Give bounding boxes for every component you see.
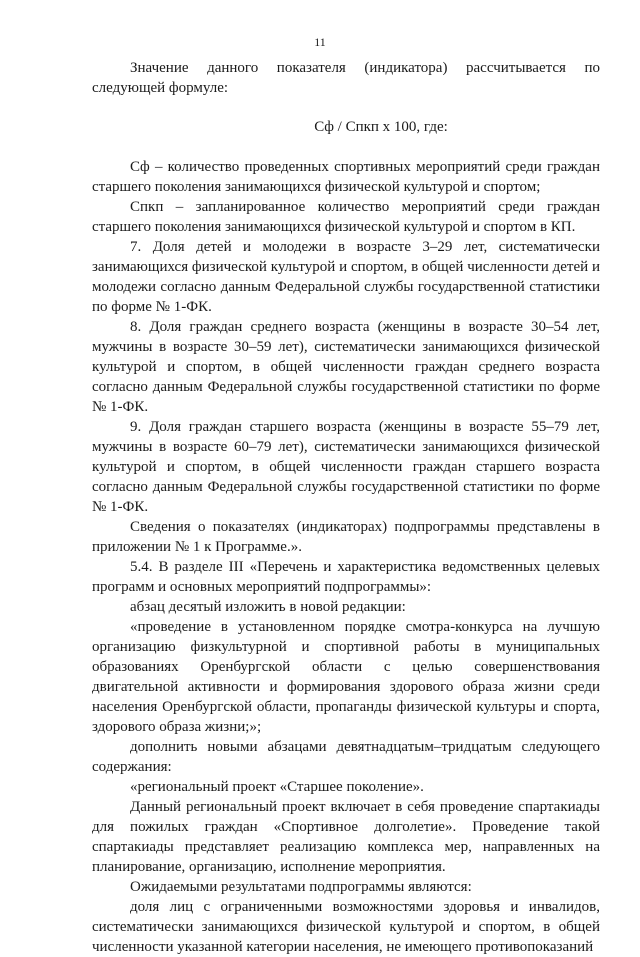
paragraph-indicators-appendix: Сведения о показателях (индикаторах) подпрограммы представлены в приложении № 1 к Программе.». bbox=[92, 519, 600, 555]
paragraph-definition-spkp: Спкп – запланированное количество мероприятий среди граждан старшего поколения занимающихся физической культурой и спортом в КП. bbox=[92, 199, 600, 235]
paragraph-item-8: 8. Доля граждан среднего возраста (женщины в возрасте 30–54 лет, мужчины в возрасте 30–59 лет), систематически занимающихся физической культурой и спортом, в общей численности граждан среднего возраста согласно данным Федеральной службы государственной статистики по форме № 1-ФК. bbox=[92, 319, 600, 415]
document-body bbox=[92, 58, 600, 957]
paragraph-item-7: 7. Доля детей и молодежи в возрасте 3–29 лет, систематически занимающихся физической культурой и спортом, в общей численности детей и молодежи согласно данным Федеральной службы государственной статистики по форме № 1-ФК. bbox=[92, 239, 600, 315]
paragraph-section-5-4: 5.4. В разделе III «Перечень и характеристика ведомственных целевых программ и основных мероприятий подпрограммы»: bbox=[92, 559, 600, 595]
formula: Сф / Спкп х 100, где: bbox=[314, 119, 448, 135]
paragraph-paragraph-ten: абзац десятый изложить в новой редакции: bbox=[130, 599, 406, 615]
paragraph-spartakiad: Данный региональный проект включает в себя проведение спартакиады для пожилых граждан «Спортивное долголетие». Проведение такой спартакиады представляет реализацию комплекса мер, направленных на планирование, организацию, исполнение мероприятия. bbox=[92, 799, 600, 875]
paragraph-disabled-share: доля лиц с ограниченными возможностями здоровья и инвалидов, систематически занимающихся физической культурой и спортом, в общей численности указанной категории населения, не имеющего противопоказаний bbox=[92, 899, 600, 955]
page-number: 11 bbox=[314, 35, 326, 49]
paragraph-item-9: 9. Доля граждан старшего возраста (женщины в возрасте 55–79 лет, мужчины в возрасте 60–79 лет), систематически занимающихся физической культурой и спортом, в общей численности граждан старшего возраста согласно данным Федеральной службы государственной статистики по форме № 1-ФК. bbox=[92, 419, 600, 515]
paragraph-formula-intro: Значение данного показателя (индикатора) рассчитывается по следующей формуле: bbox=[92, 60, 600, 96]
paragraph-add-new: дополнить новыми абзацами девятнадцатым–тридцатым следующего содержания: bbox=[92, 739, 600, 775]
paragraph-quoted-edit: «проведение в установленном порядке смотра-конкурса на лучшую организацию физкультурной и спортивной работы в муниципальных образованиях Оренбургской области с целью совершенствования двигательной активности и формирования здорового образа жизни среди населения Оренбургской области, пропаганды физической культуры и спорта, здорового образа жизни;»; bbox=[92, 619, 600, 735]
paragraph-expected-results: Ожидаемыми результатами подпрограммы являются: bbox=[130, 879, 472, 895]
paragraph-regional-project: «региональный проект «Старшее поколение». bbox=[130, 779, 424, 795]
paragraph-definition-sf: Сф – количество проведенных спортивных мероприятий среди граждан старшего поколения занимающихся физической культурой и спортом; bbox=[92, 159, 600, 195]
